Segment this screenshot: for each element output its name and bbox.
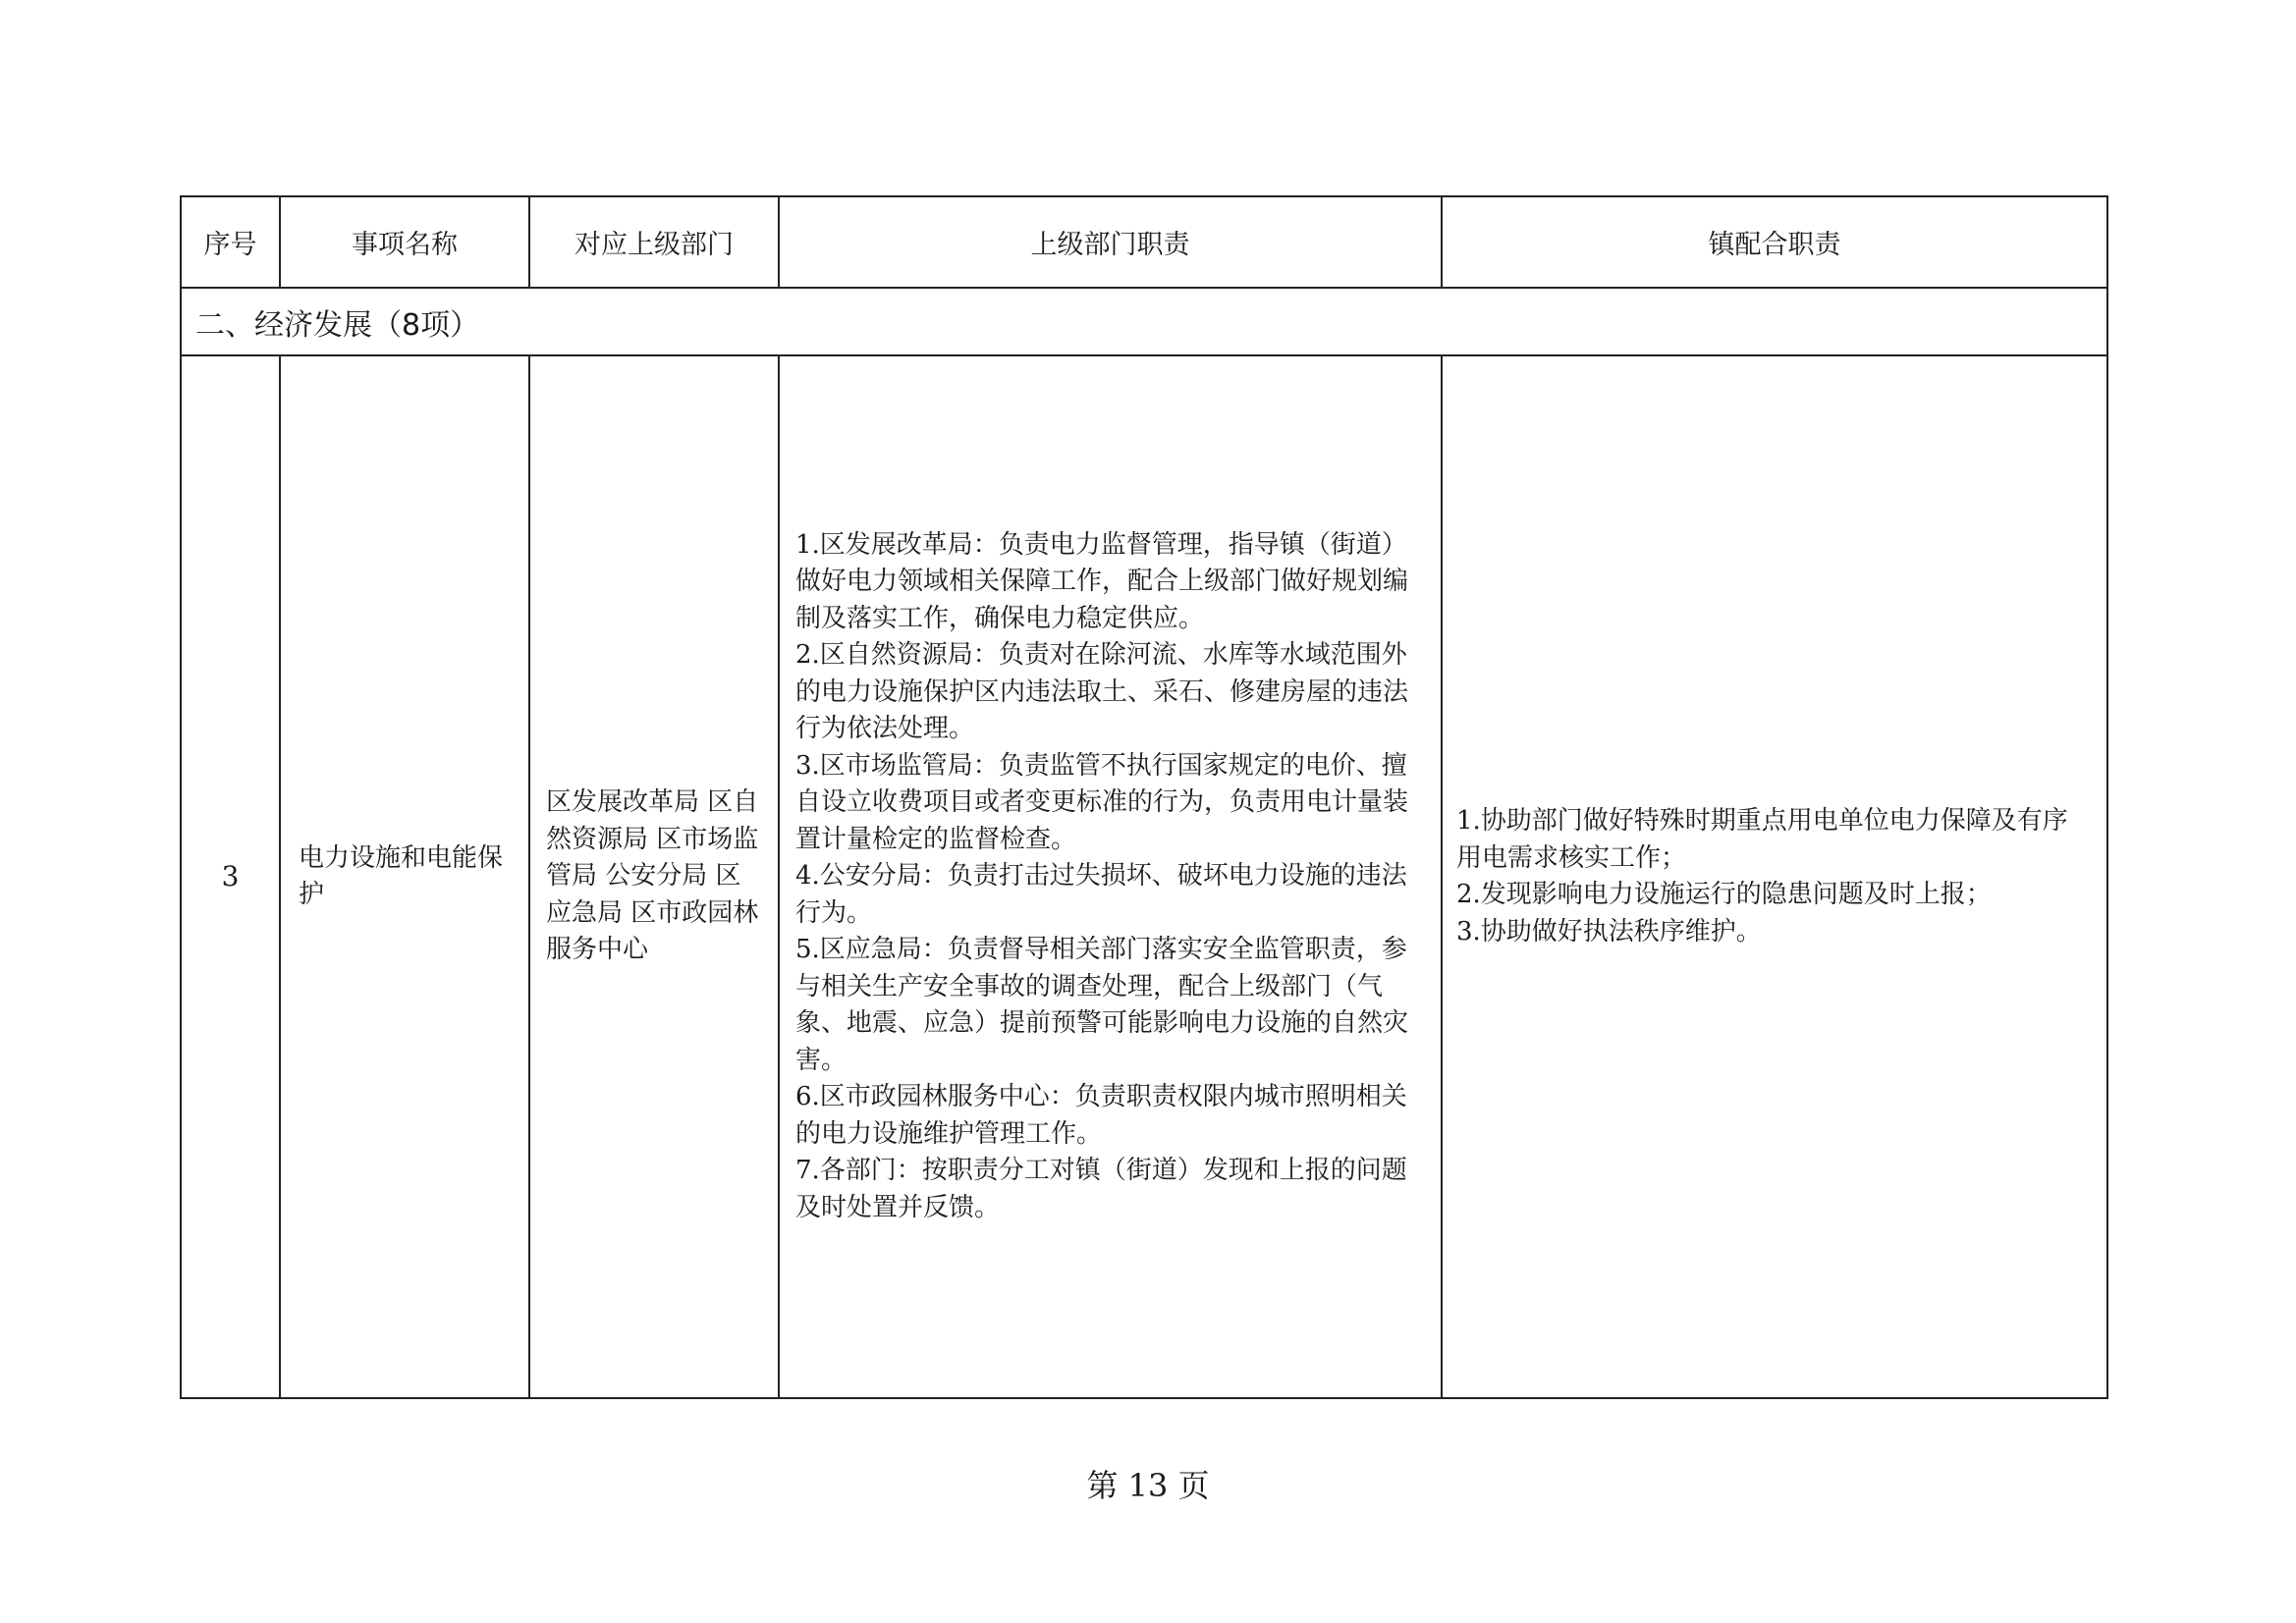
responsibility-table [180, 195, 2108, 1399]
page-number: 第 13 页 [1086, 1467, 1210, 1504]
header-town-duties: 镇配合职责 [1442, 196, 2107, 288]
row-upper-department [529, 355, 779, 1398]
header-item-name: 事项名称 [280, 196, 529, 288]
section-title: 二、经济发展（8项） [181, 288, 2107, 355]
upper-duty-item: 2.区自然资源局：负责对在除河流、水库等水域范围外的电力设施保护区内违法取土、采石、修建房屋的违法行为依法处理。 [795, 640, 1409, 744]
upper-duty-item: 7.各部门：按职责分工对镇（街道）发现和上报的问题及时处置并反馈。 [795, 1156, 1407, 1222]
table-row [181, 355, 2107, 1398]
header-upper-duties: 上级部门职责 [779, 196, 1442, 288]
row-upper-department-text: 区发展改革局 区自然资源局 区市场监管局 公安分局 区应急局 区市政园林服务中心 [546, 787, 759, 965]
section-row [181, 288, 2107, 355]
upper-duty-item: 6.区市政园林服务中心：负责职责权限内城市照明相关的电力设施维护管理工作。 [795, 1082, 1407, 1149]
upper-duty-item: 4.公安分局：负责打击过失损坏、破坏电力设施的违法行为。 [795, 861, 1407, 928]
header-upper-department: 对应上级部门 [529, 196, 779, 288]
town-duty-item: 2.发现影响电力设施运行的隐患问题及时上报； [1456, 880, 1992, 909]
upper-duty-item: 3.区市场监管局：负责监管不执行国家规定的电价、擅自设立收费项目或者变更标准的行为，负责用电计量装置计量检定的监督检查。 [795, 750, 1409, 854]
header-seq: 序号 [181, 196, 280, 288]
town-duty-item: 1.协助部门做好特殊时期重点用电单位电力保障及有序用电需求核实工作； [1456, 806, 2068, 873]
town-duty-item: 3.协助做好执法秩序维护。 [1456, 916, 1762, 947]
upper-duty-item: 5.区应急局：负责督导相关部门落实安全监管职责，参与相关生产安全事故的调查处理，配合上级部门（气象、地震、应急）提前预警可能影响电力设施的自然灾害。 [795, 935, 1409, 1075]
row-town-duties [1442, 355, 2107, 1398]
table-header-row [181, 196, 2107, 288]
row-item-name-text: 电力设施和电能保护 [299, 842, 504, 909]
upper-duty-item: 1.区发展改革局：负责电力监督管理，指导镇（街道）做好电力领域相关保障工作，配合上级部门做好规划编制及落实工作，确保电力稳定供应。 [795, 529, 1409, 633]
row-seq: 3 [181, 355, 280, 1398]
row-upper-duties [779, 355, 1442, 1398]
row-item-name [280, 355, 529, 1398]
